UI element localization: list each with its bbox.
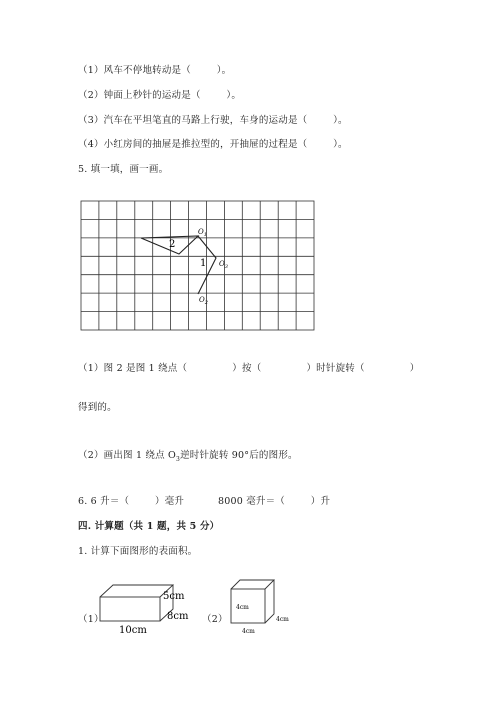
question-2: （2）钟面上秒针的运动是（ ）。 (78, 90, 242, 101)
cube-front: 4cm (236, 604, 249, 611)
question-4: （4）小红房间的抽屉是推拉型的，开抽屉的过程是（ ）。 (78, 139, 348, 150)
q5-part1-cont: 得到的。 (78, 402, 117, 413)
cube-bottom: 4cm (242, 628, 255, 635)
section-4-q1: 1. 计算下面图形的表面积。 (78, 546, 198, 557)
label-o3: $O_3$ (219, 260, 228, 270)
cuboid-depth: 8cm (167, 611, 189, 622)
cuboid-length: 10cm (119, 625, 147, 636)
section-4-title: 四. 计算题（共 1 题，共 5 分） (78, 521, 220, 532)
cuboid-figure (95, 577, 205, 637)
q5-part1: （1）图 2 是图 1 绕点（ ）按（ ）时针旋转（ ） (78, 363, 420, 374)
rotation-grid (78, 198, 318, 332)
q5-part2: （2）画出图 1 绕点 $O_3$逆时针旋转 90°后的图形。 (78, 450, 298, 463)
q6-left: 6. 6 升＝（ ）毫升 (78, 496, 185, 507)
cube-figure (226, 577, 296, 637)
figure-1-label: （1） (78, 614, 104, 625)
question-1: （1）风车不停地转动是（ ）。 (78, 65, 232, 76)
figure-2-label: （2） (202, 614, 228, 625)
q6-right: 8000 毫升＝（ ）升 (218, 496, 331, 507)
label-fig2: 2 (169, 239, 176, 250)
label-o1: $O_1$ (198, 228, 207, 238)
cube-side: 4cm (276, 616, 289, 623)
label-o2: $O_2$ (199, 296, 208, 306)
label-fig1: 1 (200, 258, 207, 269)
question-3: （3）汽车在平坦笔直的马路上行驶，车身的运动是（ ）。 (78, 115, 348, 126)
cuboid-height: 5cm (163, 591, 185, 602)
q5-title: 5. 填一填，画一画。 (78, 164, 169, 175)
